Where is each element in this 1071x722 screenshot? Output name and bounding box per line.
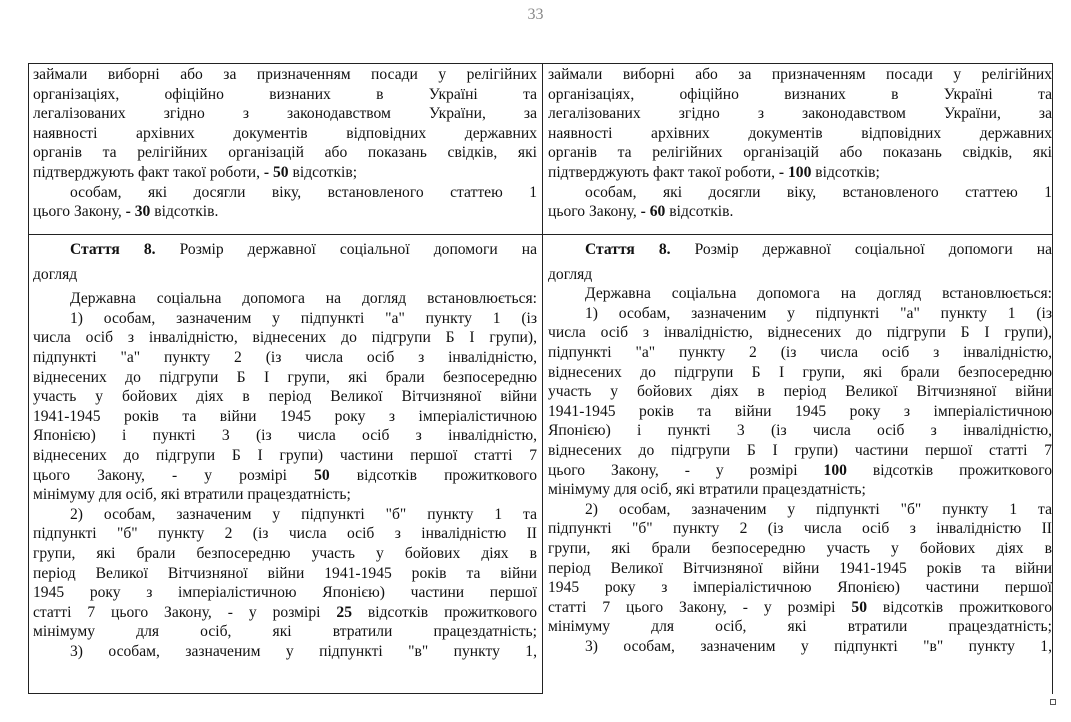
text-line — [548, 265, 1052, 285]
text-segment: відсотків прожиткового — [329, 466, 537, 484]
text-segment: цього Закону, - у розмірі — [33, 466, 315, 484]
bold-text: Стаття 8. — [585, 241, 671, 258]
text-line — [548, 519, 1052, 539]
text-segment: 1945 року з імперіалістичною Японією) частини першої — [33, 584, 537, 602]
text-line — [548, 124, 1052, 144]
text-segment: 1) особам, зазначеним у підпункті "а" пункту 1 (із — [70, 309, 537, 327]
bold-text: - 50 — [263, 163, 289, 181]
text-segment: Розмір державної соціальної допомоги на — [155, 241, 537, 258]
text-line — [548, 637, 1052, 657]
text-line — [548, 163, 1052, 183]
text-line — [33, 485, 537, 505]
text-line — [33, 642, 537, 662]
cell-right-top — [548, 65, 1052, 222]
text-line — [33, 544, 537, 564]
text-line — [33, 407, 537, 427]
text-segment: підпункті "б" пункту 2 (із числа осіб з інвалідністю II — [33, 525, 537, 543]
text-segment: віднесених до підгрупи Б I групи, які брали безпосередню — [548, 363, 1052, 381]
text-segment: підтверджують факт такої роботи, — [33, 163, 264, 181]
bottom-border — [29, 693, 542, 694]
text-segment: відсотків прожиткового — [866, 598, 1052, 616]
text-segment: участь у бойових діях в період Великої Вітчизняної війни — [33, 388, 537, 406]
text-line — [33, 466, 537, 486]
bold-text: 100 — [823, 461, 847, 479]
text-line — [548, 65, 1052, 85]
text-line — [33, 163, 537, 183]
bold-text: 50 — [851, 598, 867, 616]
text-segment: відсотків; — [811, 163, 880, 181]
text-line — [548, 104, 1052, 124]
text-segment: догляд — [33, 265, 78, 283]
text-line — [548, 143, 1052, 163]
text-segment: наявності архівних документів відповідних державних — [548, 124, 1052, 142]
text-segment: Розмір державної соціальної допомоги на — [670, 241, 1052, 258]
bold-text: - 100 — [778, 163, 812, 181]
text-line — [33, 143, 537, 163]
text-segment: займали виборні або за призначенням посади у релігійних — [548, 66, 1052, 83]
text-line — [548, 202, 1052, 222]
text-line — [33, 309, 537, 329]
text-line — [33, 328, 537, 348]
text-segment: період Великої Вітчизняної війни 1941-1945 років та війни — [33, 564, 537, 582]
text-segment: статті 7 цього Закону, - у розмірі — [33, 603, 337, 621]
text-segment: Японією) і пункті 3 (із числа осіб з інвалідністю, — [548, 422, 1052, 440]
bold-text: 25 — [336, 603, 352, 621]
text-segment: віднесених до підгрупи Б I групи, які брали безпосередню — [33, 368, 537, 386]
text-line — [548, 402, 1052, 422]
text-segment: органів та релігійних організацій або показань свідків, які — [33, 144, 537, 162]
text-line — [548, 617, 1052, 637]
text-segment: підпункті "а" пункту 2 (із числа осіб з інвалідністю, — [548, 343, 1052, 361]
text-line — [33, 85, 537, 105]
text-segment: легалізованих згідно з законодавством України, за — [33, 105, 537, 123]
text-segment: займали виборні або за призначенням посади у релігійних — [33, 66, 537, 83]
text-segment: відсотків прожиткового — [351, 603, 537, 621]
page-number: 33 — [527, 6, 544, 23]
bold-text: - 60 — [640, 203, 666, 221]
text-line — [548, 382, 1052, 402]
text-segment: цього Закону, - у розмірі — [548, 461, 824, 479]
text-line — [548, 323, 1052, 343]
text-segment: 3) особам, зазначеним у підпункті "в" пункту 1, — [585, 637, 1052, 655]
text-segment: мінімуму для осіб, які втратили працездатність; — [33, 623, 537, 641]
text-segment: 1945 року з імперіалістичною Японією) частини першої — [548, 579, 1052, 597]
text-segment: Японією) і пункті 3 (із числа осіб з інвалідністю, — [33, 427, 537, 445]
bold-text: 50 — [314, 466, 330, 484]
text-line — [33, 240, 537, 260]
text-segment: відсотків прожиткового — [846, 461, 1052, 479]
text-segment: підпункті "а" пункту 2 (із числа осіб з інвалідністю, — [33, 348, 537, 366]
column-divider — [542, 64, 543, 694]
text-line — [548, 343, 1052, 363]
text-line — [548, 578, 1052, 598]
text-line — [33, 202, 537, 222]
resize-handle — [1050, 699, 1056, 705]
text-line — [548, 598, 1052, 618]
text-segment: 1941-1945 років та війни 1945 року з імперіалістичною — [548, 402, 1052, 420]
text-segment: віднесених до підгрупи Б I групи) частини першої статті 7 — [33, 446, 537, 464]
text-segment: 3) особам, зазначеним у підпункті "в" пункту 1, — [70, 642, 537, 660]
text-line — [548, 500, 1052, 520]
text-segment: відсотків; — [288, 163, 358, 181]
text-line — [33, 524, 537, 544]
text-line — [33, 265, 537, 285]
text-segment: період Великої Вітчизняної війни 1941-1945 років та війни — [548, 559, 1052, 577]
row-divider — [29, 234, 1052, 235]
text-segment: відсотків. — [665, 203, 734, 221]
comparison-table — [28, 63, 1053, 694]
text-line — [33, 564, 537, 584]
text-line — [548, 480, 1052, 500]
text-segment: мінімуму для осіб, які втратили працездатність; — [548, 481, 866, 499]
text-segment: участь у бойових діях в період Великої Вітчизняної війни — [548, 383, 1052, 401]
text-line — [33, 348, 537, 368]
text-line — [548, 363, 1052, 383]
text-line — [33, 622, 537, 642]
text-segment: статті 7 цього Закону, - у розмірі — [548, 598, 852, 616]
text-segment: 1941-1945 років та війни 1945 року з імперіалістичною — [33, 407, 537, 425]
text-line — [33, 505, 537, 525]
text-line — [33, 289, 537, 309]
text-segment: відсотків. — [150, 203, 219, 221]
text-line — [33, 387, 537, 407]
text-segment: Державна соціальна допомога на догляд встановлюється: — [70, 290, 537, 308]
text-segment: особам, які досягли віку, встановленого статтею 1 — [70, 183, 537, 201]
text-segment: підпункті "б" пункту 2 (із числа осіб з інвалідністю II — [548, 520, 1052, 538]
text-line — [33, 426, 537, 446]
text-line — [33, 583, 537, 603]
text-segment: мінімуму для осіб, які втратили працездатність; — [33, 486, 351, 504]
text-segment: підтверджують факт такої роботи, — [548, 163, 779, 181]
text-segment: 1) особам, зазначеним у підпункті "а" пункту 1 (із — [585, 304, 1052, 322]
text-line — [548, 559, 1052, 579]
text-segment: числа осіб з інвалідністю, віднесених до підгрупи Б I групи), — [33, 329, 537, 347]
text-line — [33, 368, 537, 388]
text-segment: організаціях, офіційно визнаних в Україні та — [548, 85, 1052, 103]
cell-left-top — [33, 65, 537, 222]
text-line — [548, 240, 1052, 260]
text-line — [33, 183, 537, 203]
text-segment: 2) особам, зазначеним у підпункті "б" пункту 1 та — [70, 505, 537, 523]
cell-right-article — [548, 240, 1052, 656]
text-line — [33, 65, 537, 85]
text-segment: групи, які брали безпосередню участь у бойових діях в — [548, 539, 1052, 557]
text-line — [33, 124, 537, 144]
text-segment: догляд — [548, 265, 593, 283]
cell-left-article — [33, 240, 537, 661]
text-line — [548, 441, 1052, 461]
bold-text: Стаття 8. — [70, 241, 156, 258]
text-segment: наявності архівних документів відповідних державних — [33, 124, 537, 142]
text-segment: особам, які досягли віку, встановленого статтею 1 — [585, 183, 1052, 201]
text-line — [548, 284, 1052, 304]
text-line — [548, 421, 1052, 441]
text-line — [33, 104, 537, 124]
text-line — [33, 603, 537, 623]
text-segment: віднесених до підгрупи Б I групи) частини першої статті 7 — [548, 441, 1052, 459]
text-line — [548, 539, 1052, 559]
bold-text: - 30 — [125, 203, 151, 221]
text-line — [548, 85, 1052, 105]
text-segment: Державна соціальна допомога на догляд встановлюється: — [585, 285, 1052, 303]
text-segment: мінімуму для осіб, які втратили працездатність; — [548, 618, 1052, 636]
text-segment: 2) особам, зазначеним у підпункті "б" пункту 1 та — [585, 500, 1052, 518]
text-line — [548, 183, 1052, 203]
text-line — [548, 461, 1052, 481]
text-line — [548, 304, 1052, 324]
text-segment: легалізованих згідно з законодавством України, за — [548, 105, 1052, 123]
text-line — [33, 446, 537, 466]
text-segment: групи, які брали безпосередню участь у бойових діях в — [33, 544, 537, 562]
text-segment: організаціях, офіційно визнаних в Україні та — [33, 85, 537, 103]
text-segment: органів та релігійних організацій або показань свідків, які — [548, 144, 1052, 162]
text-segment: цього Закону, — [548, 203, 641, 221]
text-segment: цього Закону, — [33, 203, 126, 221]
text-segment: числа осіб з інвалідністю, віднесених до підгрупи Б I групи), — [548, 324, 1052, 342]
